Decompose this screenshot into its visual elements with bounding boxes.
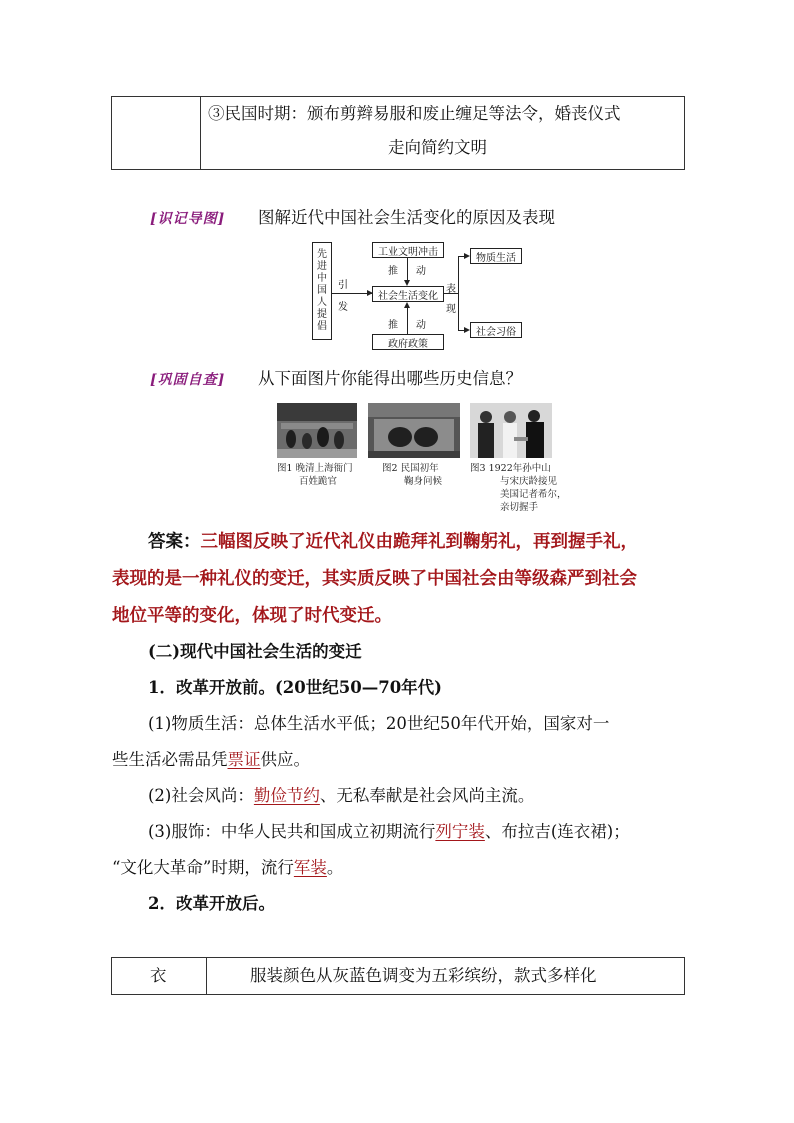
diagram-center-box: 社会生活变化 <box>372 286 444 302</box>
modern-p1: (1)物质生活：总体生活水平低；20世纪50年代开始，国家对一 <box>148 714 610 733</box>
label-push-bottom-1: 推 <box>388 320 398 331</box>
modern-p2: (2)社会风尚：勤俭节约、无私奉献是社会风尚主流。 <box>148 786 535 805</box>
answer-line3: 地位平等的变化，体现了时代变迁。 <box>112 606 392 626</box>
modern-heading: (二)现代中国社会生活的变迁 <box>148 642 362 661</box>
modern-p1b: 些生活必需品凭票证供应。 <box>112 750 310 769</box>
modern-item2: 2．改革开放后。 <box>148 894 275 913</box>
caption-3: 图3 1922年孙中山 与宋庆龄接见 美国记者希尔， 亲切握手 <box>470 463 567 513</box>
modern-p3: (3)服饰：中华人民共和国成立初期流行列宁装、布拉吉(连衣裙)； <box>148 822 630 841</box>
label-yin: 引 <box>338 280 348 291</box>
section-tag-diagram: [识记导图] <box>150 211 226 227</box>
photo-handshake <box>470 403 552 458</box>
arrow-bottom-up <box>407 308 408 334</box>
modern-p3b: “文化大革命”时期，流行军装。 <box>112 858 344 877</box>
cause-diagram <box>312 240 532 352</box>
diagram-top-box: 工业文明冲击 <box>372 242 444 258</box>
branch-vertical <box>458 256 459 330</box>
section-tag-question: [巩固自查] <box>150 372 226 388</box>
modern-item1: 1．改革开放前。(20世纪50—70年代) <box>148 678 442 697</box>
photo-bowing-greeting <box>368 403 460 458</box>
highlight-junzhuang: 军装 <box>293 858 327 877</box>
top-table-line1: ③民国时期：颁布剪辫易服和废止缠足等法令，婚丧仪式 <box>208 104 621 123</box>
answer-line1: 答案：三幅图反映了近代礼仪由跪拜礼到鞠躬礼，再到握手礼， <box>148 532 638 552</box>
highlight-piaozheng: 票证 <box>227 750 261 769</box>
label-push-top-2: 动 <box>416 266 426 277</box>
arrow-top-down-head <box>404 280 410 286</box>
diagram-right-bottom-box: 社会习俗 <box>470 322 522 338</box>
label-fa: 发 <box>338 302 348 313</box>
photo-kneeling-officials <box>277 403 357 458</box>
diagram-section-title: 图解近代中国社会生活变化的原因及表现 <box>258 208 555 227</box>
caption-1: 图1 晚清上海衙门 百姓跪官 <box>277 463 353 487</box>
highlight-liening: 列宁装 <box>435 822 485 841</box>
diagram-bottom-box: 政府政策 <box>372 334 444 350</box>
bottom-table-col1-text: 衣 <box>150 966 167 985</box>
bottom-table-col2-text: 服装颜色从灰蓝色调变为五彩缤纷，款式多样化 <box>250 966 597 985</box>
diagram-right-top-box: 物质生活 <box>470 248 522 264</box>
caption-2: 图2 民国初年 鞠身问候 <box>382 463 443 487</box>
question-section-title: 从下面图片你能得出哪些历史信息？ <box>258 369 522 388</box>
label-push-top-1: 推 <box>388 266 398 277</box>
label-biao: 表 <box>446 284 456 295</box>
arrow-yin-fa <box>332 293 372 294</box>
answer-label: 答案： <box>148 532 201 552</box>
diagram-left-box: 先 进 中 国 人 提 倡 <box>312 242 332 340</box>
label-xian: 现 <box>446 304 456 315</box>
highlight-qinjian: 勤俭节约 <box>253 786 320 805</box>
label-push-bottom-2: 动 <box>416 320 426 331</box>
answer-line2: 表现的是一种礼仪的变迁，其实质反映了中国社会由等级森严到社会 <box>112 569 637 589</box>
arrow-top-down <box>407 258 408 282</box>
arrow-bottom-up-head <box>404 302 410 308</box>
top-table-line2: 走向简约文明 <box>388 138 487 157</box>
top-table-left-cell <box>111 96 201 170</box>
